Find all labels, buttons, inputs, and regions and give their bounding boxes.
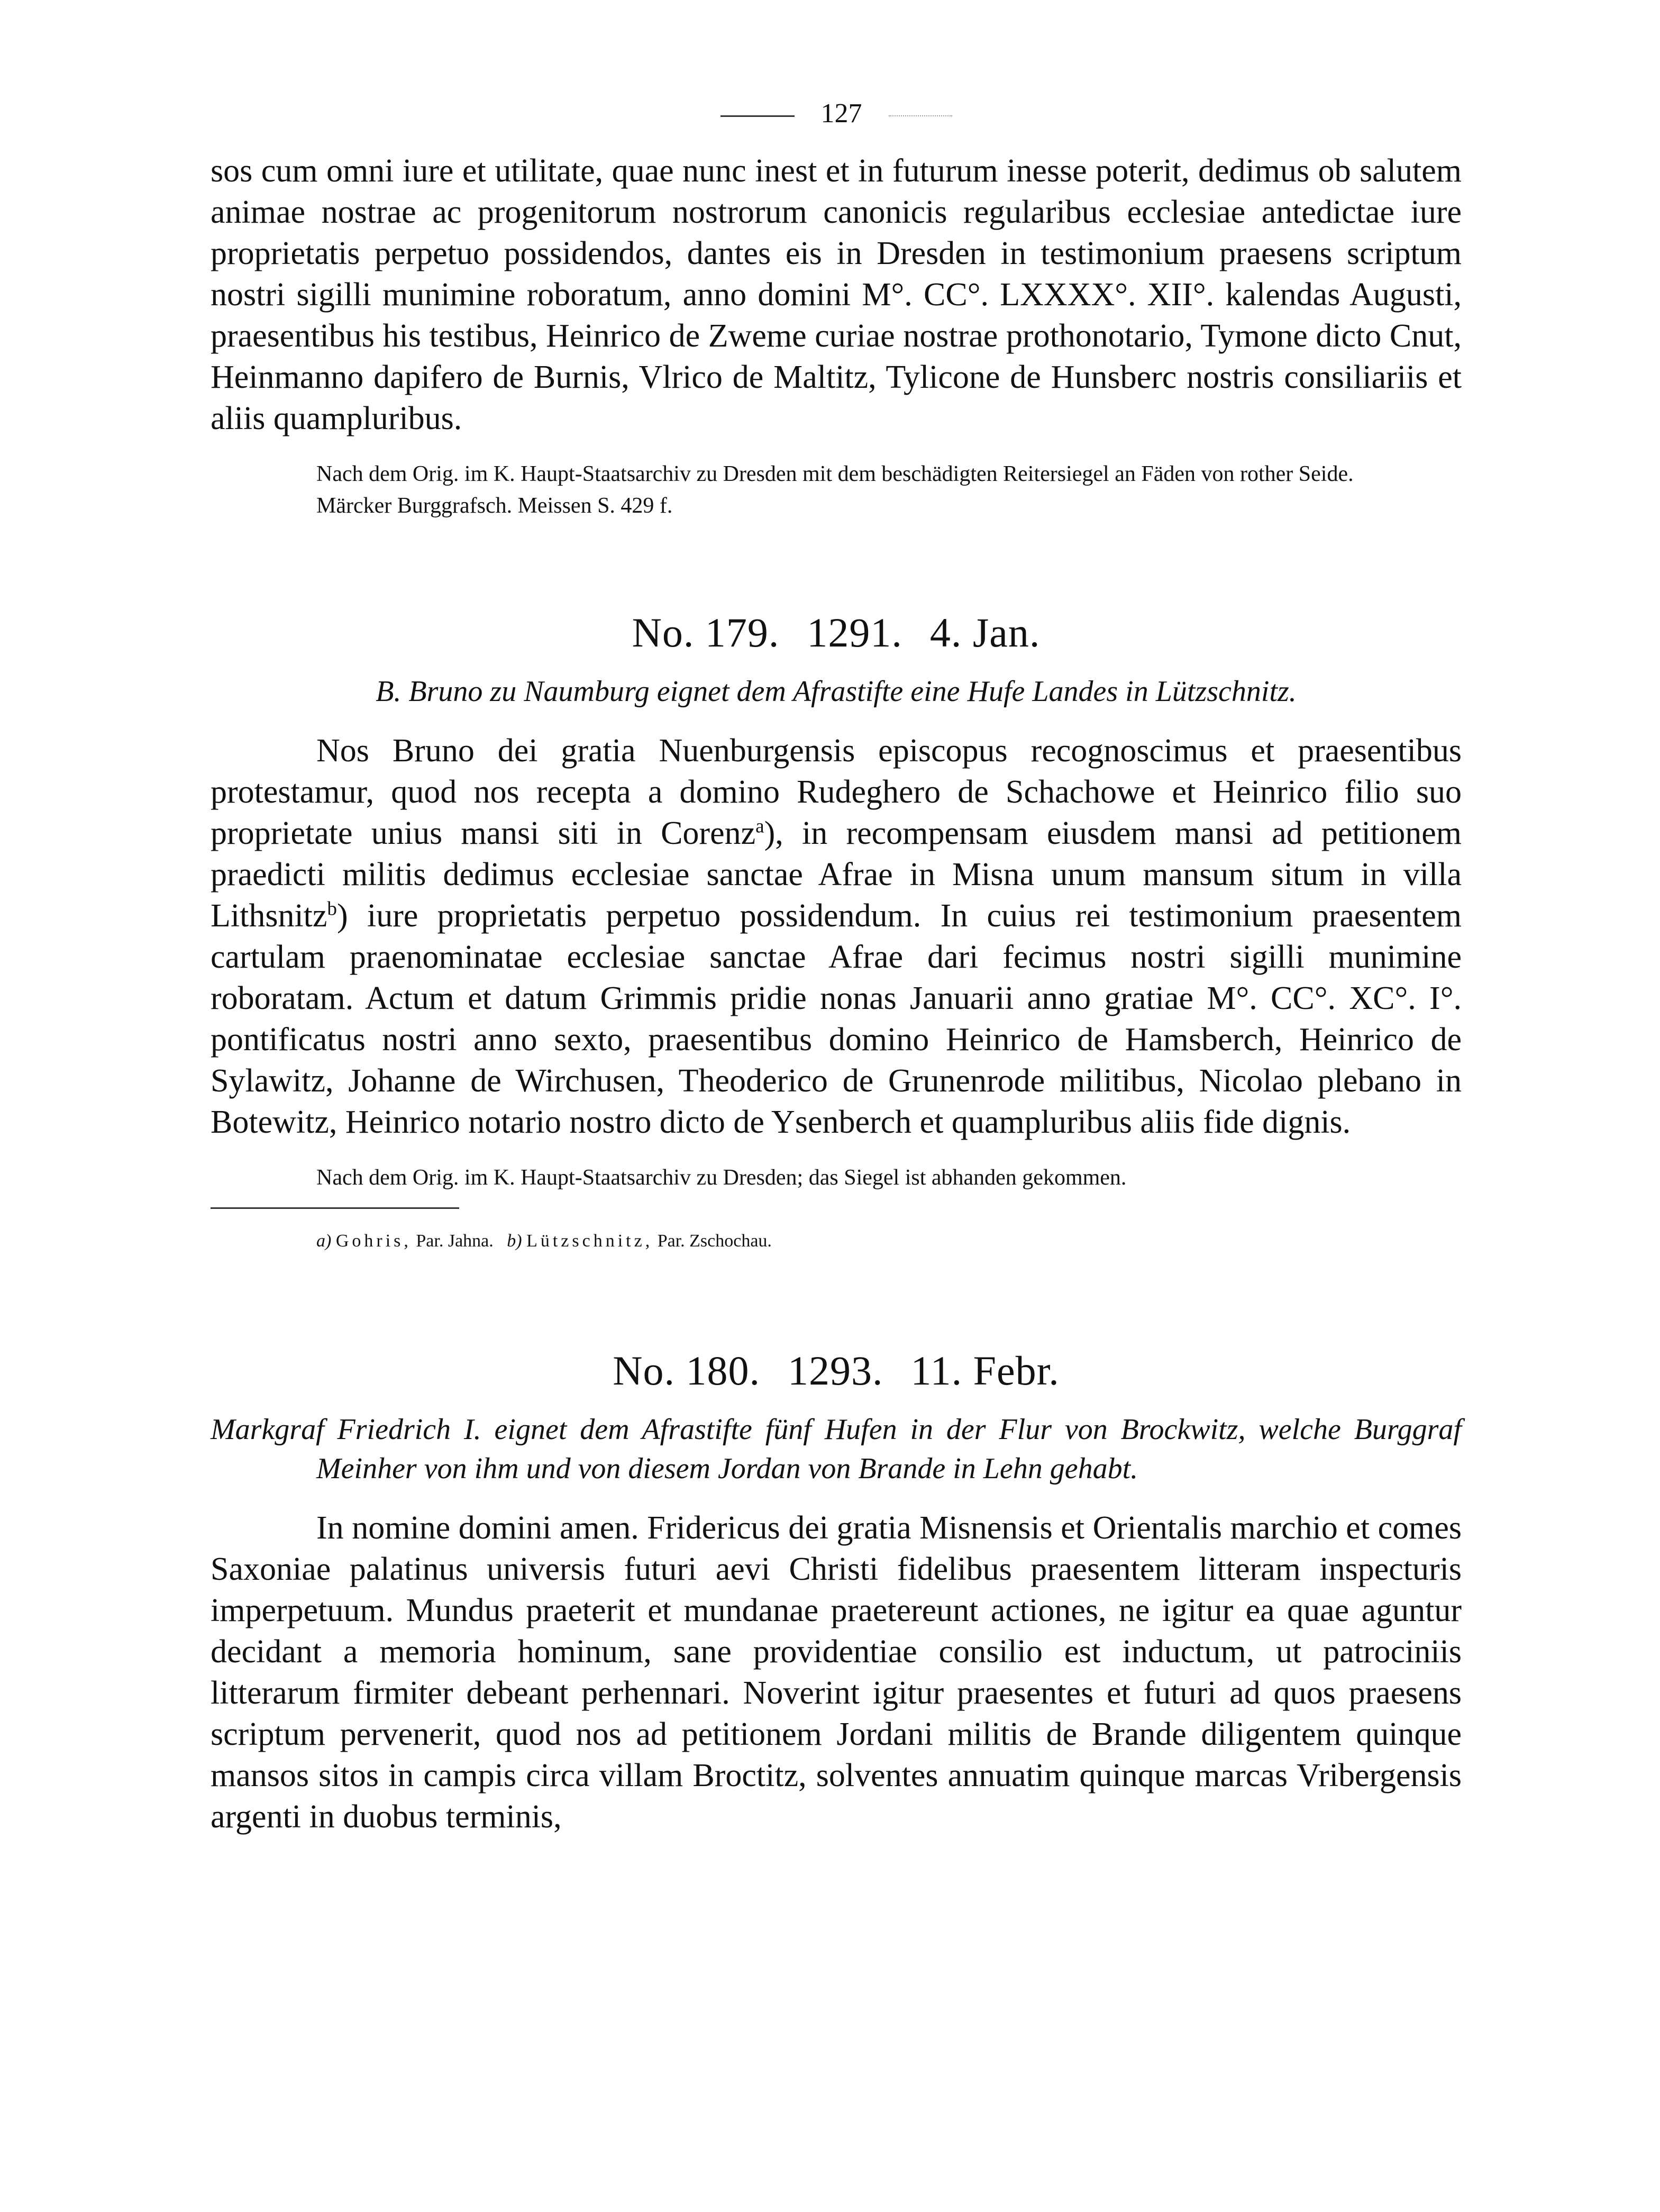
footnote-mark-a: a — [755, 815, 764, 838]
header-rule-right — [889, 115, 952, 116]
header-rule-left — [720, 115, 795, 117]
footnote-mark-b: b — [327, 898, 338, 920]
charter-179-text — [211, 730, 1462, 1143]
charter-number: No. 179. — [632, 609, 780, 656]
footnote-divider — [211, 1207, 459, 1209]
footnote-b-place: Lützschnitz, — [526, 1231, 653, 1251]
charter-number: No. 180. — [613, 1348, 761, 1394]
charter-179-source-note: Nach dem Orig. im K. Haupt-Staatsarchiv zu Dresden; das Siegel ist abhanden gekommen. — [316, 1166, 1127, 1190]
charter-179-text-part-2: ), in recompensam eiusdem mansi ad petitionem praedicti militis dedimus ecclesiae sanctae Afrae in Misna unum mansum situm in villa Lithsnitz — [211, 815, 1462, 934]
charter-180-text: In nomine domini amen. Fridericus dei gratia Misnensis et Orientalis marchio et comes Saxoniae palatinus universis futuri aevi Christi fidelibus praesentem litteram inspecturis imperpetuum. Mundus praeterit et mundanae praetereunt actiones, ne igitur ea quae aguntur decidant a memoria hominum, sane providentiae consilio est inductum, ut patrociniis litterarum firmiter debeant perhennari. Noverint igitur praesentes et futuri ad quos praesens scriptum pervenerit, quod nos ad petitionem Jordani militis de Brande diligentem quinque mansos sitos in campis circa villam Broctitz, solventes annuatim quinque marcas Vribergensis argenti in duobus terminis, — [211, 1510, 1462, 1835]
charter-179-regest: B. Bruno zu Naumburg eignet dem Afrastifte eine Hufe Landes in Lützschnitz. — [376, 675, 1297, 708]
footnote-b-parish: Par. Zschochau. — [657, 1231, 772, 1251]
footnote-b-label: b) — [507, 1231, 522, 1251]
page-number: 127 — [820, 98, 862, 129]
charter-179-text-part-1: Nos Bruno dei gratia Nuenburgensis episcopus recognoscimus et praesentibus protestamur, quod nos recepta a domino Rudeghero de Schachowe et Heinrico filio suo proprietate unius mansi siti in Corenz — [211, 733, 1462, 851]
charter-date: 4. Jan. — [929, 609, 1041, 656]
document-page — [211, 90, 1462, 1837]
footnote-a-label: a) — [316, 1231, 332, 1251]
charter-179-text-part-3: ) iure proprietatis perpetuo possidendum. In cuius rei testimonium praesentem cartulam praenominatae ecclesiae sanctae Afrae dari fecimus nostri sigilli munimine roboratam. Actum et datum Grimmis pridie nonas Januarii anno gratiae M°. CC°. XC°. I°. pontificatus nostri anno sexto, praesentibus domino Heinrico de Hamsberch, Heinrico de Sylawitz, Johanne de Wirchusen, Theoderico de Grunenrode militibus, Nicolao plebano in Botewitz, Heinrico notario nostro dicto de Ysenberch et quampluribus aliis fide dignis. — [211, 898, 1462, 1140]
footnote-a-place: Gohris, — [335, 1231, 412, 1251]
charter-179-heading — [211, 606, 1462, 659]
charter-year: 1291. — [807, 609, 902, 656]
charter-179-footnotes — [211, 1228, 1462, 1254]
source-note: Nach dem Orig. im K. Haupt-Staatsarchiv zu Dresden mit dem beschädigten Reitersiegel an Fäden von rother Seide. — [316, 462, 1354, 486]
footnote-a-parish: Par. Jahna. — [416, 1231, 494, 1251]
charter-date: 11. Febr. — [910, 1348, 1060, 1394]
charter-year: 1293. — [788, 1348, 883, 1394]
charter-180-regest: Markgraf Friedrich I. eignet dem Afrastifte fünf Hufen in der Flur von Brockwitz, welche Burggraf Meinher von ihm und von diesem Jordan von Brande in Lehn gehabt. — [211, 1413, 1462, 1485]
charter-180-heading — [211, 1344, 1462, 1397]
literature-note: Märcker Burggrafsch. Meissen S. 429 f. — [316, 494, 673, 518]
page-header — [211, 90, 1462, 138]
continuation-text: sos cum omni iure et utilitate, quae nunc inest et in futurum inesse poterit, dedimus ob salutem animae nostrae ac progenitorum nostrorum canonicis regularibus ecclesiae antedictae iure proprietatis perpetuo possidendos, dantes eis in Dresden in testimonium praesens scriptum nostri sigilli munimine roboratum, anno domini M°. CC°. LXXXX°. XII°. kalendas Augusti, praesentibus his testibus, Heinrico de Zweme curiae nostrae prothonotario, Tymone dicto Cnut, Heinmanno dapifero de Burnis, Vlrico de Maltitz, Tylicone de Hunsberc nostris consiliariis et aliis quampluribus. — [211, 153, 1462, 436]
